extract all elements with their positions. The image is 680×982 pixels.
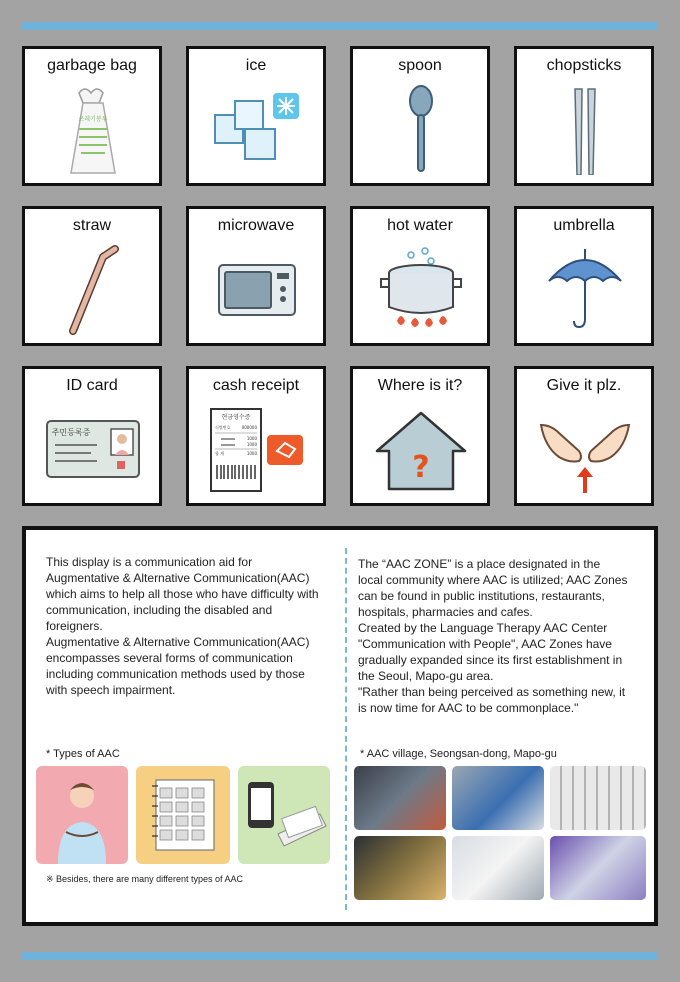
village-photo-2 [452, 766, 544, 830]
svg-text:?: ? [412, 450, 430, 485]
card-garbage-bag[interactable] [22, 46, 162, 186]
card-label: Give it plz. [546, 377, 622, 394]
card-label: hot water [387, 217, 453, 234]
card-label: ice [245, 57, 267, 74]
bottom-stripe [22, 952, 658, 960]
receipt-row1-label: 식별번호 [215, 425, 231, 430]
card-hot-water[interactable] [350, 206, 490, 346]
village-photo-5 [452, 836, 544, 900]
receipt-row4-label: 합 계 [215, 451, 224, 456]
id-card-icon [45, 405, 141, 495]
top-stripe [22, 22, 658, 30]
receipt-row1-value: 000000 [241, 425, 257, 430]
cash-receipt-icon [209, 405, 305, 495]
aac-zone-paragraph: The “AAC ZONE” is a place designated in the local community where AAC is utilized; AAC Zones can be found in public institutions, restaurants, hospitals, pharmacies and cafes. [358, 557, 628, 619]
spoon-icon [373, 85, 469, 175]
umbrella-icon [537, 245, 633, 335]
house-question-icon [373, 405, 469, 495]
aac-type-gesture-image [36, 766, 128, 864]
card-ice[interactable] [186, 46, 326, 186]
village-photo-1 [354, 766, 446, 830]
receipt-row2-value: 1000 [246, 436, 257, 441]
receipt-row4-value: 1000 [246, 451, 257, 456]
card-label: microwave [217, 217, 295, 234]
village-photo-3 [550, 766, 646, 830]
card-label: ID card [66, 377, 118, 394]
open-hands-icon [537, 405, 633, 495]
id-card-title: 주민등록증 [51, 428, 91, 437]
card-id-card[interactable] [22, 366, 162, 506]
aac-zone-history-paragraph: Created by the Language Therapy AAC Center "Communication with People", AAC Zones have gradually expanded since its first establishment in the Seoul, Mapo-gu area. [358, 621, 623, 683]
card-umbrella[interactable] [514, 206, 654, 346]
aac-forms-paragraph: Augmentative & Alternative Communication(AAC) encompasses several forms of communication including communication methods used by those with speech impairment. [46, 635, 310, 697]
card-label: garbage bag [47, 57, 137, 74]
card-chopsticks[interactable] [514, 46, 654, 186]
village-photo-6 [550, 836, 646, 900]
aac-type-board-image [136, 766, 230, 864]
info-panel [22, 526, 658, 926]
village-photo-4 [354, 836, 446, 900]
garbage-bag-tag: 쓰레기봉투 [78, 116, 108, 123]
card-label: straw [72, 217, 112, 234]
straw-icon [45, 245, 141, 335]
village-caption: * AAC village, Seongsan-dong, Mapo-gu [360, 748, 557, 760]
chopsticks-icon [537, 85, 633, 175]
receipt-row3-value: 1000 [246, 442, 257, 447]
card-microwave[interactable] [186, 206, 326, 346]
aac-type-device-image [238, 766, 330, 864]
column-divider [345, 548, 347, 910]
card-cash-receipt[interactable] [186, 366, 326, 506]
card-label: cash receipt [212, 377, 300, 394]
card-label: spoon [398, 57, 442, 74]
card-spoon[interactable] [350, 46, 490, 186]
garbage-bag-icon [45, 85, 141, 175]
aac-zone-description [358, 556, 628, 716]
aac-intro-paragraph: This display is a communication aid for Augmentative & Alternative Communication(AAC) which aims to help all those who have difficulty with communication, including the disabled and foreigners. [46, 555, 319, 633]
microwave-icon [209, 245, 305, 335]
card-label: umbrella [553, 217, 615, 234]
receipt-title: 현금영수증 [221, 414, 251, 421]
card-give-it[interactable] [514, 366, 654, 506]
card-label: Where is it? [377, 377, 463, 394]
types-caption: * Types of AAC [46, 748, 120, 760]
hot-water-icon [373, 245, 469, 335]
card-where-is-it[interactable] [350, 366, 490, 506]
card-label: chopsticks [546, 57, 622, 74]
aac-zone-quote: "Rather than being perceived as something new, it is now time for AAC to be commonplace." [358, 685, 626, 715]
aac-description [46, 554, 328, 698]
ice-icon [209, 85, 305, 175]
card-straw[interactable] [22, 206, 162, 346]
types-note: ※ Besides, there are many different types of AAC [46, 874, 243, 884]
